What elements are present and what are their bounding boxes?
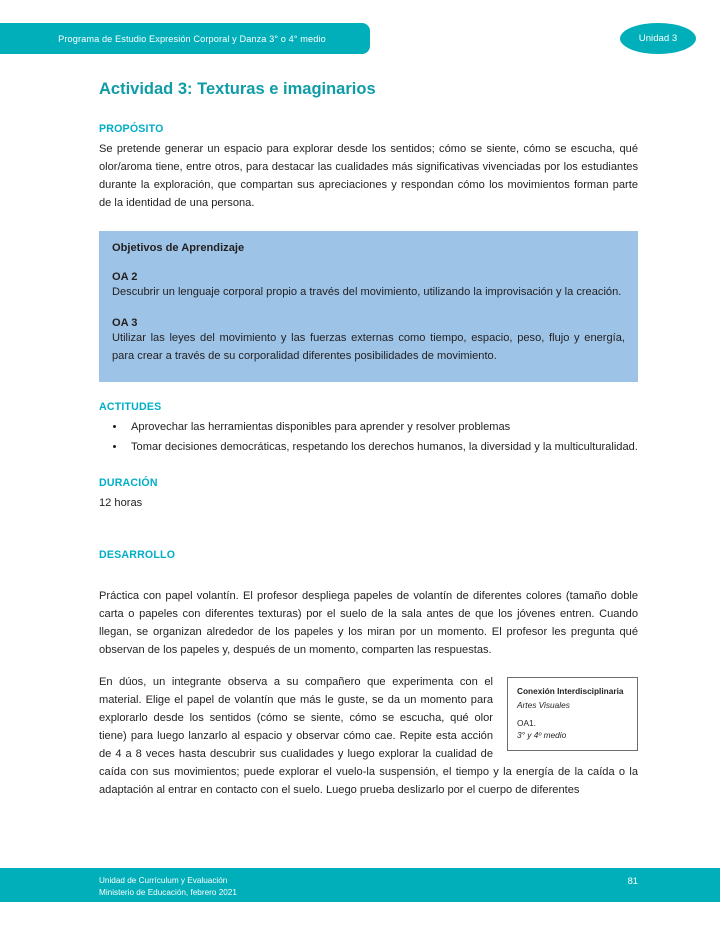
oa-text-1: Descubrir un lenguaje corporal propio a través del movimiento, utilizando la improvisación y la creación. [112,286,622,299]
actitudes-list [99,418,638,456]
section-heading-desarrollo: DESARROLLO [99,549,176,562]
footer-line-2: Ministerio de Educación, febrero 2021 [99,887,237,897]
page-footer [0,868,720,902]
page-content [99,80,638,799]
oa-text-2: Utilizar las leyes del movimiento y las fuerzas externas como tiempo, espacio, peso, flujo y energía, para crear a través de su corporalidad diferentes posibilidades de movimiento. [112,332,625,363]
section-heading-proposito: PROPÓSITO [99,122,164,135]
proposito-paragraph: Se pretende generar un espacio para explorar desde los sentidos; cómo se siente, cómo se escucha, qué olor/aroma tiene, entre otros, para destacar las cualidades más significativas vivenciadas por los estudiantes durante la exploración, que compartan sus apreciaciones y respondan cómo los movimientos forman parte de la identidad de una persona. [99,142,638,210]
oa-code-1: OA 2 [112,271,138,284]
footer-credits [99,875,237,899]
conexion-oa-code: OA1. [517,717,536,728]
conexion-interdisciplinaria-box [507,677,638,752]
program-banner-label: Programa de Estudio Expresión Corporal y Danza 3° o 4° medio [58,33,326,44]
page-number: 81 [627,875,638,886]
footer-inner [99,875,638,899]
oa-box-title: Objetivos de Aprendizaje [112,242,245,255]
unit-badge-label: Unidad 3 [638,33,678,44]
conexion-title: Conexión Interdisciplinaria [517,685,624,696]
desarrollo-paragraph-1: Práctica con papel volantín. El profesor despliega papeles de volantín de diferentes colores (tamaño doble carta o papeles con diferentes texturas) por el suelo de la sala antes de que los jóvenes entren. Cuando llegan, se organizan alrededor de los papeles y los miran por un momento. El profesor les pregunta qué observan de los papeles y, después de un momento, comparten las respuestas. [99,590,638,657]
page-header [0,23,720,54]
program-banner [0,23,370,54]
list-item: Aprovechar las herramientas disponibles para aprender y resolver problemas [99,418,638,436]
page-title: Actividad 3: Texturas e imaginarios [99,80,376,98]
list-item: Tomar decisiones democráticas, respetando los derechos humanos, la diversidad y la multiculturalidad. [99,438,638,456]
section-heading-duracion: DURACIÓN [99,477,158,490]
conexion-level: 3° y 4º medio [517,730,567,741]
duracion-value: 12 horas [99,497,143,510]
desarrollo-paragraph-2: En dúos, un integrante observa a su compañero que experimenta con el material. Elige el papel de volantín que más le guste, se da un momento para explorarlo desde los sentidos (cómo se siente, cómo se escucha, qué olor tiene) para luego lanzarlo al espacio y observar cómo cae. Repite esta acción de 4 a 8 veces hasta descubrir sus cualidades y luego explorar la cualidad de caída con sus movimientos; puede explorar el vuelo-la suspensión, el tiempo y la energía de la caída o la adaptación al entrar en contacto con el suelo. Luego prueba deslizarlo por el cuerpo de diferentes [99,675,638,797]
section-heading-actitudes: ACTITUDES [99,401,162,414]
footer-line-1: Unidad de Currículum y Evaluación [99,876,228,885]
oa-code-2: OA 3 [112,317,138,330]
conexion-subject: Artes Visuales [517,699,570,710]
objetivos-aprendizaje-box [99,231,638,382]
desarrollo-block-2 [99,673,638,800]
unit-badge [620,23,696,54]
